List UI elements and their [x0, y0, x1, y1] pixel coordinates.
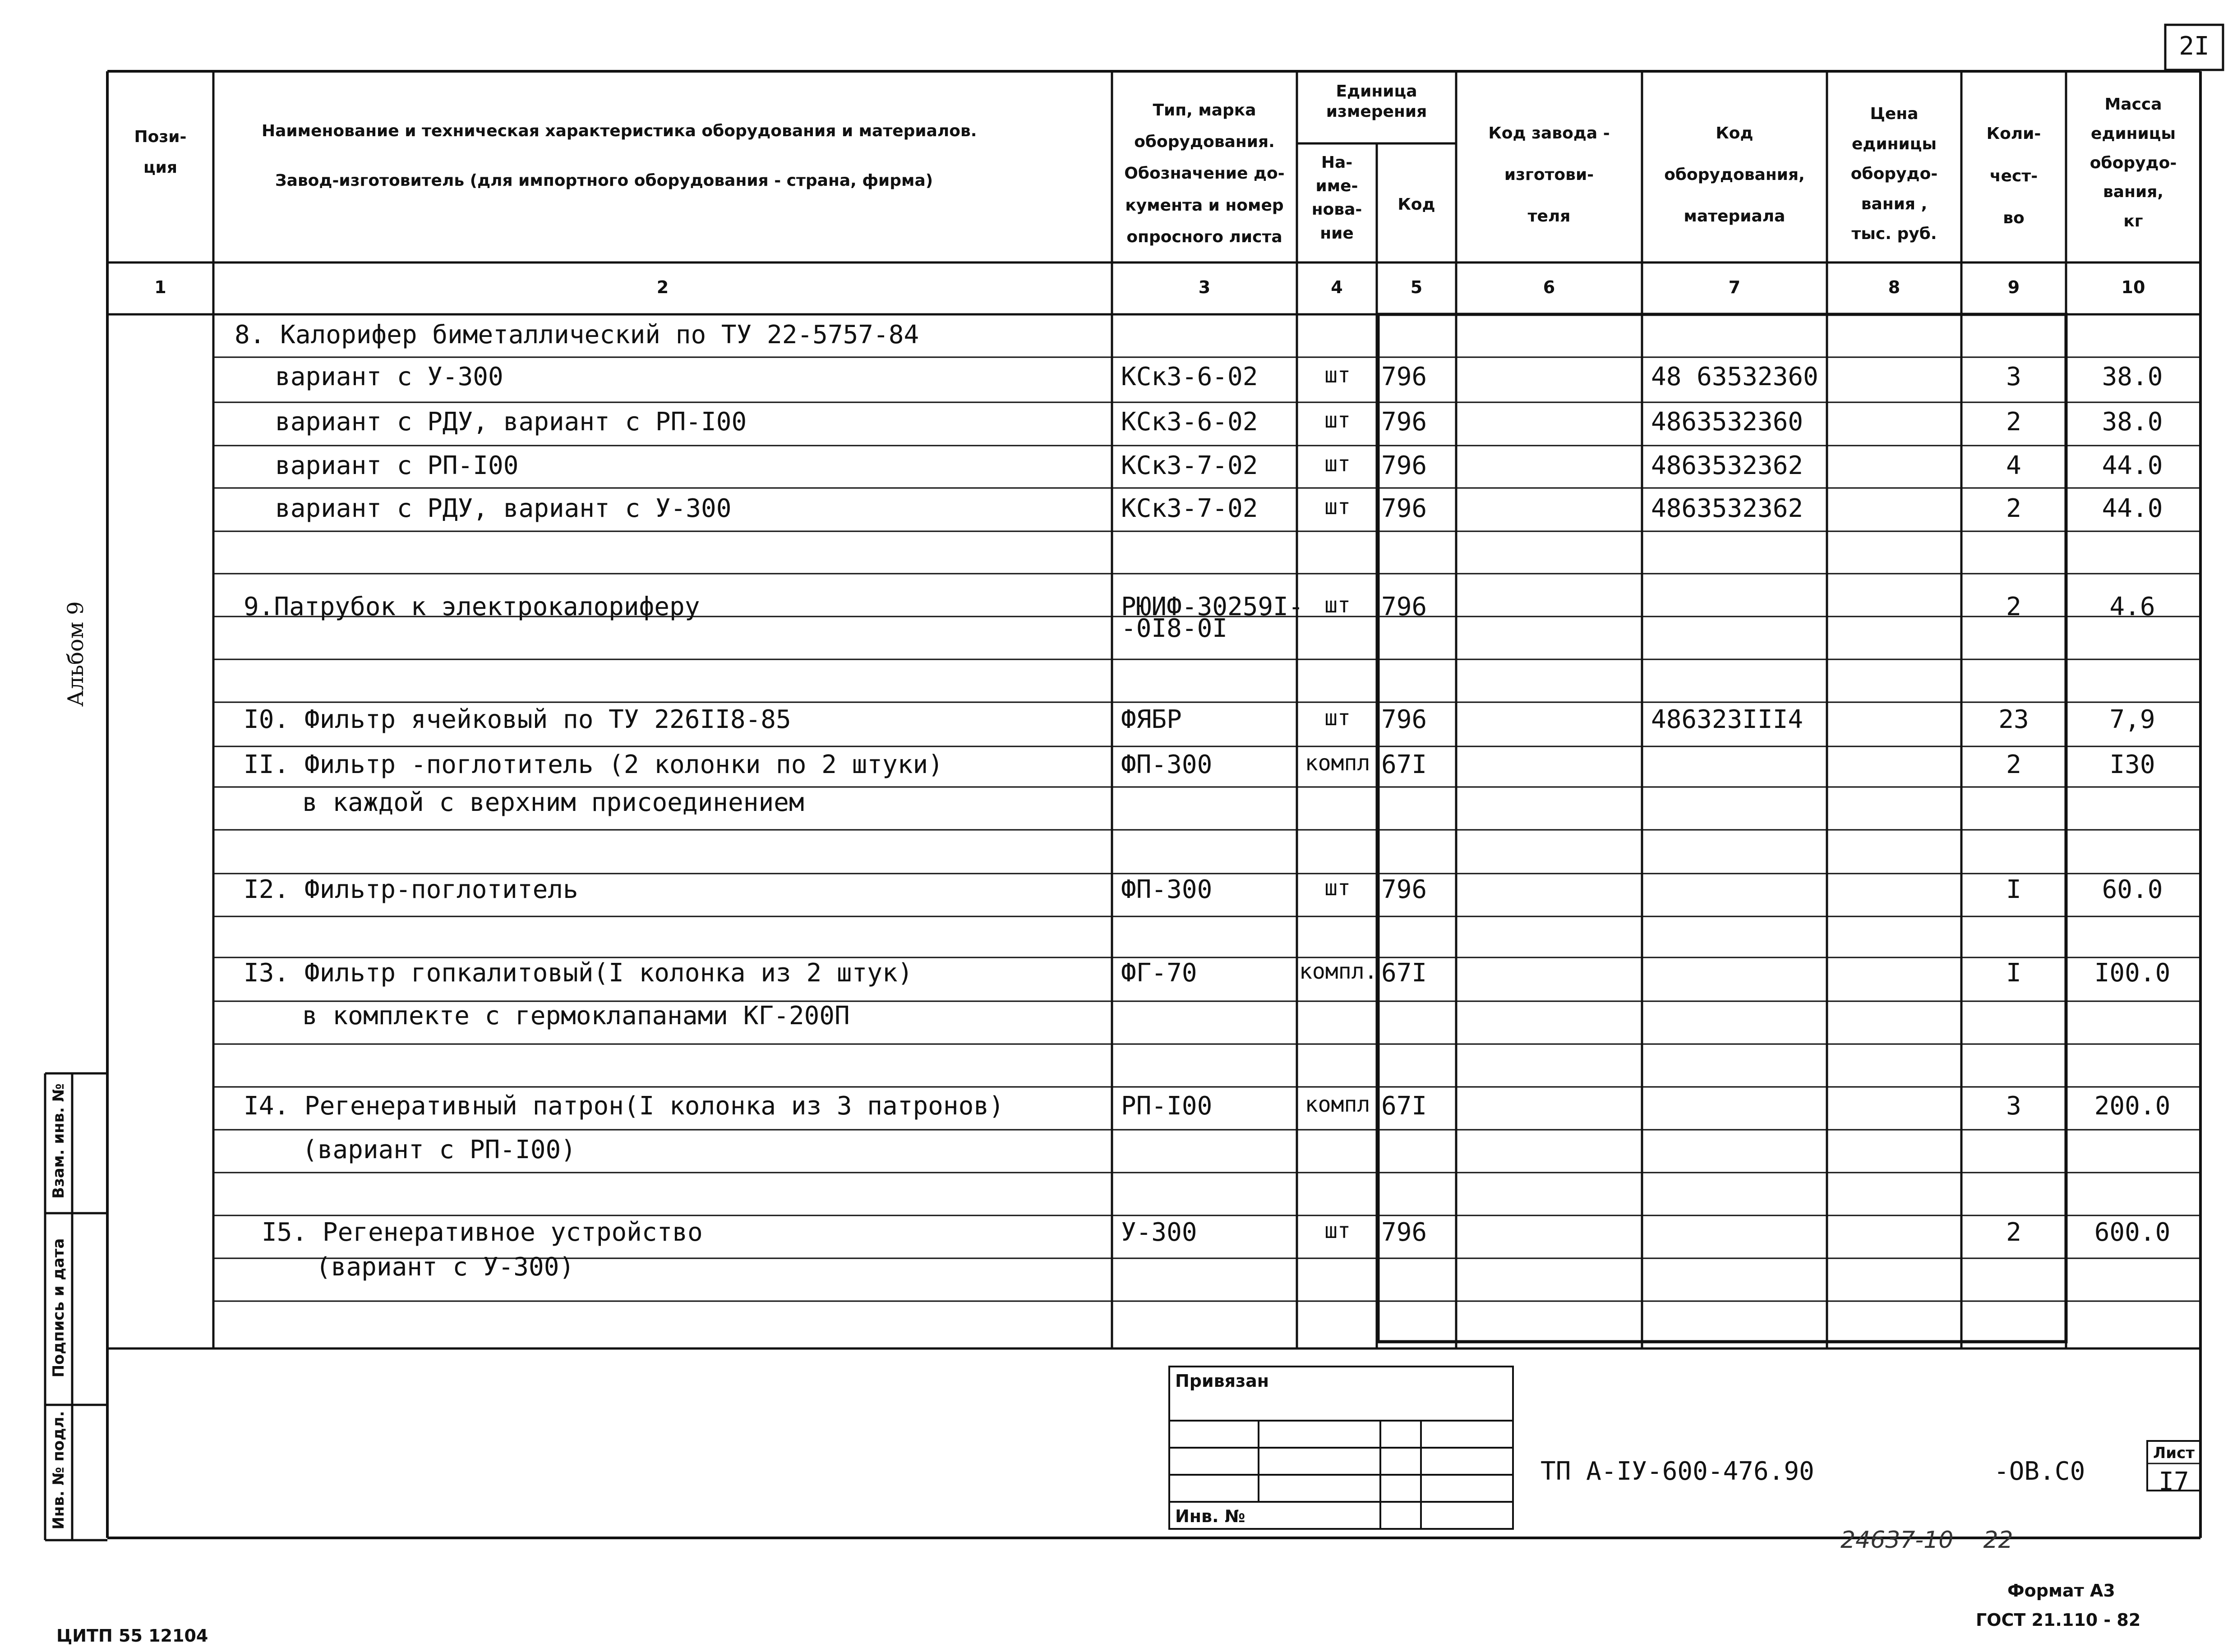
- side-stamp-sign-date: Подпись и дата: [50, 1238, 68, 1378]
- mass-cell: I00.0: [2094, 958, 2171, 988]
- type-cell: РП-I00: [1121, 1091, 1213, 1121]
- name-cell: I4. Регенеративный патрон(I колонка из 3 патронов): [244, 1091, 1004, 1121]
- unit-cell: шт: [1324, 408, 1351, 433]
- mass-cell: I30: [2109, 750, 2155, 779]
- unit-cell: компл: [1305, 1092, 1370, 1117]
- handwritten-note: 24637-10 22: [1840, 1527, 2013, 1554]
- mass-cell: 600.0: [2094, 1218, 2171, 1247]
- code-cell: 796: [1381, 875, 1427, 904]
- code-cell: 796: [1381, 494, 1427, 523]
- header-unit-group: Единица измерения: [1326, 82, 1427, 121]
- mass-cell: 4.6: [2109, 592, 2155, 621]
- document-code: ТП А-IУ-600-476.90: [1541, 1457, 1814, 1486]
- quantity-cell: I: [2006, 875, 2021, 904]
- col-num-2: 2: [656, 277, 669, 297]
- code-cell: 67I: [1381, 958, 1427, 988]
- quantity-cell: I: [2006, 958, 2021, 988]
- sheet-corner-number: 2I: [2179, 32, 2209, 61]
- unit-cell: шт: [1324, 363, 1351, 388]
- name-cell: 8. Калорифер биметаллический по ТУ 22-5757-84: [235, 320, 919, 350]
- stamp-inv-no: Инв. №: [1175, 1506, 1245, 1526]
- code-cell: 67I: [1381, 750, 1427, 779]
- side-stamp-inv-orig: Инв. № подл.: [50, 1411, 68, 1530]
- header-col-2-line2: Завод-изготовитель (для импортного оборудования - страна, фирма): [275, 171, 933, 190]
- code-cell: 796: [1381, 362, 1427, 391]
- unit-cell: шт: [1324, 494, 1351, 520]
- name-cell: вариант с РДУ, вариант с РП-I00: [275, 407, 747, 437]
- col-num-9: 9: [2007, 277, 2020, 297]
- header-col-10: Масса единицы оборудо- вания, кг: [2089, 95, 2177, 231]
- header-col-4: На- име- нова- ние: [1311, 153, 1362, 243]
- name-cell: вариант с РДУ, вариант с У-300: [275, 494, 732, 523]
- code-cell: 796: [1381, 592, 1427, 621]
- code-cell: 796: [1381, 451, 1427, 480]
- mass-cell: 60.0: [2102, 875, 2163, 904]
- mass-cell: 7,9: [2109, 705, 2155, 734]
- header-col-1: Пози- ция: [134, 128, 187, 177]
- name-cell: II. Фильтр -поглотитель (2 колонки по 2 штуки): [244, 750, 943, 779]
- unit-cell: шт: [1324, 1218, 1351, 1243]
- gost-label: ГОСТ 21.110 - 82: [1976, 1610, 2141, 1630]
- col-num-5: 5: [1410, 277, 1423, 297]
- sheet-number: I7: [2159, 1467, 2189, 1496]
- quantity-cell: 2: [2006, 1218, 2021, 1247]
- quantity-cell: 23: [1998, 705, 2029, 734]
- mass-cell: 200.0: [2094, 1091, 2171, 1121]
- quantity-cell: 3: [2006, 362, 2021, 391]
- quantity-cell: 3: [2006, 1091, 2021, 1121]
- type-cell: -0I8-0I: [1121, 614, 1228, 643]
- name-cell: в комплекте с гермоклапанами КГ-200П: [302, 1001, 850, 1031]
- name-cell: I5. Регенеративное устройство: [262, 1218, 703, 1247]
- col-num-10: 10: [2121, 277, 2145, 297]
- header-col-3: Тип, марка оборудования. Обозначение до- кумента и номер опросного листа: [1124, 101, 1285, 246]
- unit-cell: шт: [1324, 593, 1351, 618]
- equipment-code-cell: 48 63532360: [1651, 362, 1818, 391]
- citp-label: ЦИТП 55 12104: [56, 1626, 208, 1646]
- code-cell: 796: [1381, 407, 1427, 437]
- unit-cell: компл: [1305, 750, 1370, 776]
- unit-cell: шт: [1324, 451, 1351, 477]
- type-cell: КСк3-7-02: [1121, 451, 1258, 480]
- format-label: Формат А3: [2007, 1581, 2115, 1601]
- code-cell: 796: [1381, 1218, 1427, 1247]
- equipment-code-cell: 486323III4: [1651, 705, 1803, 734]
- header-col-6: Код завода - изготови- теля: [1488, 124, 1610, 225]
- header-col-2-line1: Наименование и техническая характеристика оборудования и материалов.: [262, 122, 977, 140]
- unit-cell: шт: [1324, 705, 1351, 731]
- header-col-9: Коли- чест- во: [1986, 124, 2041, 228]
- album-label: Альбом 9: [63, 601, 88, 707]
- unit-cell: компл.: [1299, 959, 1378, 984]
- mass-cell: 44.0: [2102, 494, 2163, 523]
- stamp-privyazan: Привязан: [1175, 1371, 1269, 1391]
- document-suffix: -ОВ.С0: [1994, 1457, 2085, 1486]
- name-cell: (вариант с РП-I00): [302, 1135, 576, 1164]
- type-cell: КСк3-7-02: [1121, 494, 1258, 523]
- type-cell: ФГ-70: [1121, 958, 1197, 988]
- side-stamp-inv-replace: Взам. инв. №: [50, 1083, 68, 1199]
- col-num-7: 7: [1728, 277, 1741, 297]
- col-num-3: 3: [1198, 277, 1211, 297]
- header-col-7: Код оборудования, материала: [1664, 124, 1805, 225]
- quantity-cell: 2: [2006, 494, 2021, 523]
- sheet-label: Лист: [2153, 1444, 2195, 1462]
- type-cell: У-300: [1121, 1218, 1197, 1247]
- unit-cell: шт: [1324, 875, 1351, 901]
- col-num-6: 6: [1543, 277, 1555, 297]
- col-num-4: 4: [1331, 277, 1343, 297]
- equipment-code-cell: 4863532362: [1651, 494, 1803, 523]
- name-cell: вариант с У-300: [275, 362, 503, 391]
- name-cell: вариант с РП-I00: [275, 451, 519, 480]
- header-col-8: Цена единицы оборудо- вания , тыс. руб.: [1850, 105, 1938, 244]
- header-col-5: Код: [1398, 195, 1435, 214]
- type-cell: КСк3-6-02: [1121, 407, 1258, 437]
- name-cell: 9.Патрубок к электрокалориферу: [244, 592, 700, 621]
- code-cell: 796: [1381, 705, 1427, 734]
- mass-cell: 38.0: [2102, 407, 2163, 437]
- quantity-cell: 4: [2006, 451, 2021, 480]
- col-num-1: 1: [154, 277, 166, 297]
- name-cell: в каждой с верхним присоединением: [302, 788, 804, 817]
- mass-cell: 38.0: [2102, 362, 2163, 391]
- col-num-8: 8: [1888, 277, 1900, 297]
- type-cell: ФП-300: [1121, 750, 1213, 779]
- quantity-cell: 2: [2006, 407, 2021, 437]
- quantity-cell: 2: [2006, 750, 2021, 779]
- equipment-code-cell: 4863532362: [1651, 451, 1803, 480]
- type-cell: РЮИФ-30259I-: [1121, 592, 1304, 621]
- type-cell: ФП-300: [1121, 875, 1213, 904]
- type-cell: КСк3-6-02: [1121, 362, 1258, 391]
- name-cell: I3. Фильтр гопкалитовый(I колонка из 2 штук): [244, 958, 913, 988]
- name-cell: I0. Фильтр ячейковый по ТУ 226II8-85: [244, 705, 791, 734]
- equipment-code-cell: 4863532360: [1651, 407, 1803, 437]
- code-cell: 67I: [1381, 1091, 1427, 1121]
- mass-cell: 44.0: [2102, 451, 2163, 480]
- name-cell: (вариант с У-300): [316, 1252, 575, 1282]
- quantity-cell: 2: [2006, 592, 2021, 621]
- type-cell: ФЯБР: [1121, 705, 1182, 734]
- name-cell: I2. Фильтр-поглотитель: [244, 875, 578, 904]
